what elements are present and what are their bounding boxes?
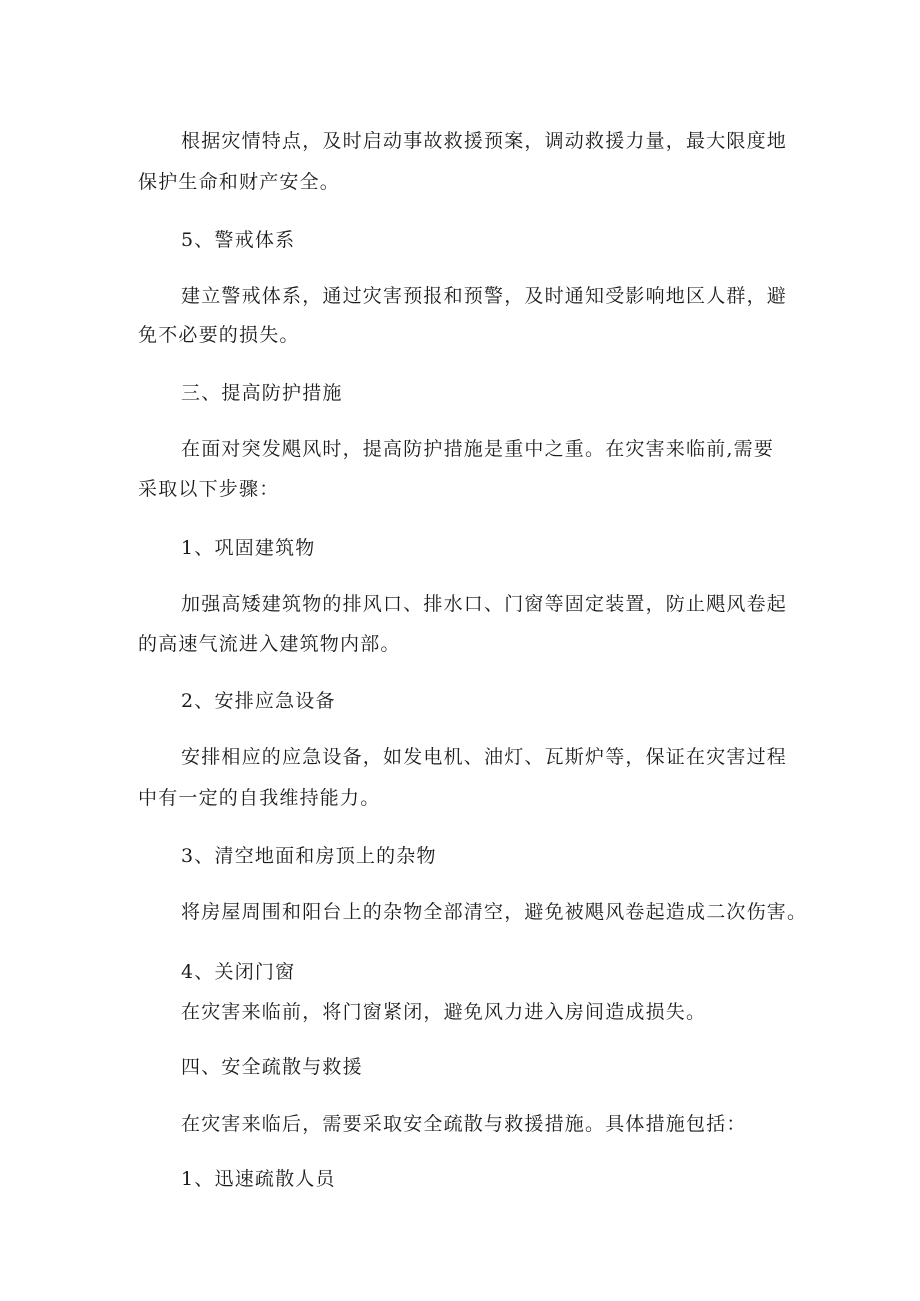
body-paragraph-line: 建立警戒体系，通过灾害预报和预警，及时通知受影响地区人群，避 xyxy=(181,285,788,307)
section-heading: 四、安全疏散与救援 xyxy=(181,1056,363,1078)
body-paragraph-line: 的高速气流进入建筑物内部。 xyxy=(138,633,401,655)
section-heading: 3、清空地面和房顶上的杂物 xyxy=(181,845,437,867)
section-heading: 1、巩固建筑物 xyxy=(181,537,316,559)
body-paragraph-line: 在灾害来临后，需要采取安全疏散与救援措施。具体措施包括： xyxy=(181,1113,747,1135)
body-paragraph-line: 免不必要的损失。 xyxy=(138,324,300,346)
section-heading: 4、关闭门窗 xyxy=(181,961,296,983)
section-heading: 5、警戒体系 xyxy=(181,229,296,251)
body-paragraph-line: 在灾害来临前，将门窗紧闭，避免风力进入房间造成损失。 xyxy=(181,1001,707,1023)
body-paragraph-line: 将房屋周围和阳台上的杂物全部清空，避免被飓风卷起造成二次伤害。 xyxy=(181,901,808,923)
body-paragraph-line: 中有一定的自我维持能力。 xyxy=(138,787,381,809)
section-heading: 2、安排应急设备 xyxy=(181,690,336,712)
section-heading: 1、迅速疏散人员 xyxy=(181,1168,336,1190)
section-heading: 三、提高防护措施 xyxy=(181,382,343,404)
body-paragraph-line: 加强高矮建筑物的排风口、排水口、门窗等固定装置，防止飓风卷起 xyxy=(181,593,788,615)
body-paragraph-line: 在面对突发飓风时，提高防护措施是重中之重。在灾害来临前,需要 xyxy=(181,438,775,460)
body-paragraph-line: 根据灾情特点，及时启动事故救援预案，调动救援力量，最大限度地 xyxy=(181,130,788,152)
body-paragraph-line: 采取以下步骤： xyxy=(138,478,280,500)
body-paragraph-line: 安排相应的应急设备，如发电机、油灯、瓦斯炉等，保证在灾害过程 xyxy=(181,746,788,768)
body-paragraph-line: 保护生命和财产安全。 xyxy=(138,171,341,193)
